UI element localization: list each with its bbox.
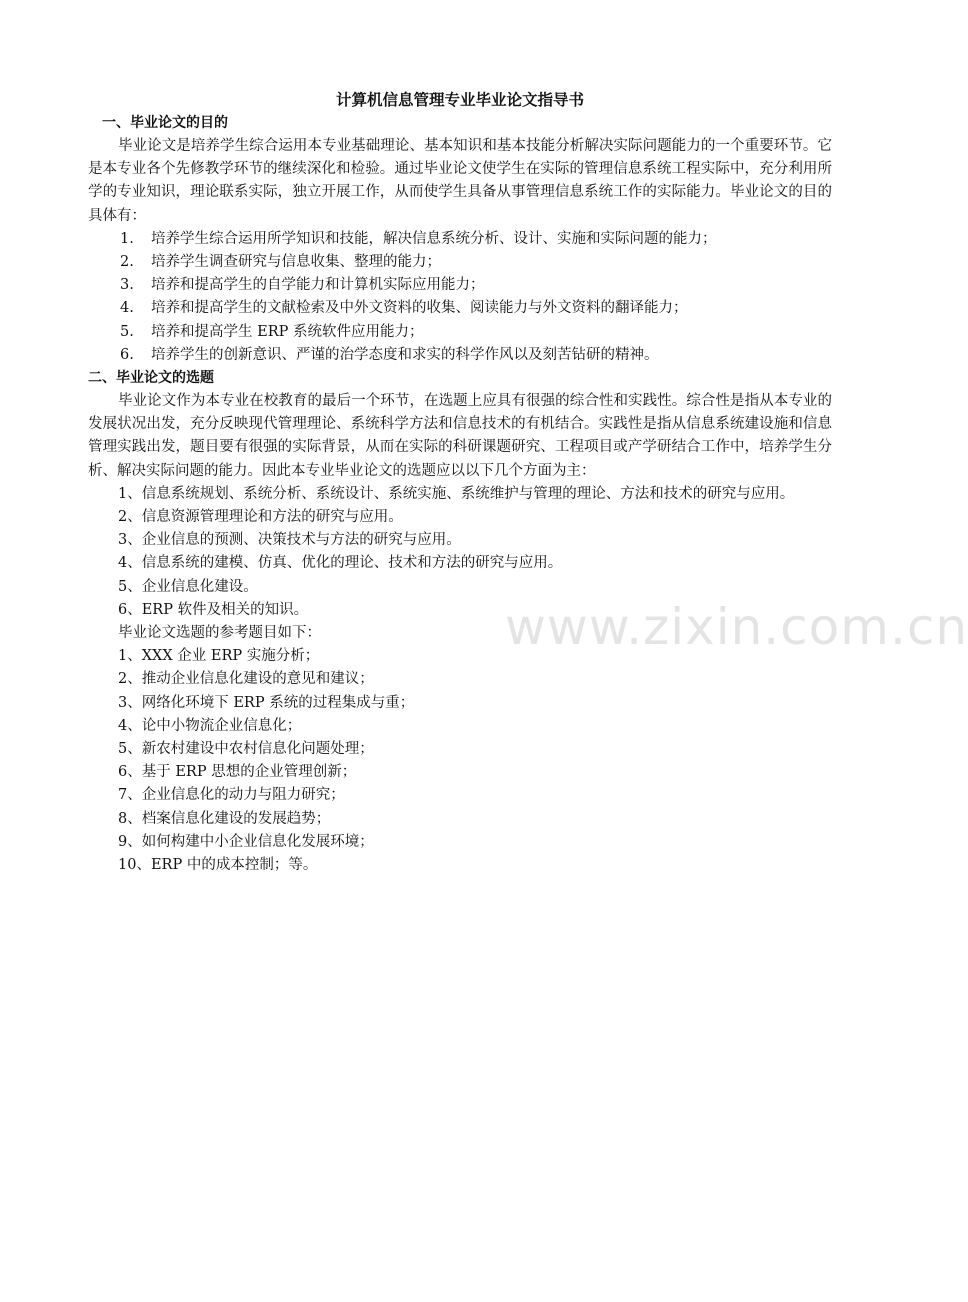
list-item-number: 5. (120, 323, 134, 340)
section2-heading: 二、毕业论文的选题 (88, 370, 214, 387)
document-title: 计算机信息管理专业毕业论文指导书 (335, 91, 584, 109)
topic-area-5: 5、企业信息化建设。 (118, 578, 258, 595)
section1-heading: 一、毕业论文的目的 (102, 115, 228, 131)
list-item (88, 228, 832, 251)
topic-area-6: 6、ERP 软件及相关的知识。 (118, 601, 309, 618)
list-item-number: 4. (120, 300, 134, 317)
list-item (88, 251, 832, 274)
list-item-number: 3. (120, 277, 134, 294)
list-item-number: 1. (120, 230, 134, 247)
reference-topic: 4、论中小物流企业信息化； (118, 717, 302, 734)
topic-area-4: 4、信息系统的建模、仿真、优化的理论、技术和方法的研究与应用。 (118, 555, 563, 572)
watermark: www.zixin.com.cn (505, 598, 968, 656)
section2-intro: 毕业论文作为本专业在校教育的最后一个环节，在选题上应具有很强的综合性和实践性。综合性是指从本专业的发展状况出发，充分反映现代管理理论、系统科学方法和信息技术的有机结合。实践性是指从信息系统建设施和信息管理实践出发，题目要有很强的实际背景，从而在实际的科研课题研究、工程项目或产学研结合工作中，培养学生分析、解决实际问题的能力。因此本专业毕业论文的选题应以以下几个方面为主： (88, 393, 832, 479)
reference-topic: 10、ERP 中的成本控制；等。 (118, 857, 318, 874)
list-item (88, 321, 832, 344)
topic-area-1: 1、信息系统规划、系统分析、系统设计、系统实施、系统维护与管理的理论、方法和技术的研究与应用。 (118, 485, 795, 502)
reference-topic: 8、档案信息化建设的发展趋势； (118, 810, 331, 827)
reference-topic: 2、推动企业信息化建设的意见和建议； (118, 671, 374, 688)
reference-topic: 6、基于 ERP 思想的企业管理创新； (118, 764, 357, 781)
reference-topic: 7、企业信息化的动力与阻力研究； (118, 787, 345, 804)
list-item (88, 274, 832, 297)
list-item-text: 培养学生综合运用所学知识和技能，解决信息系统分析、设计、实施和实际问题的能力； (151, 230, 717, 247)
section1-intro: 毕业论文是培养学生综合运用本专业基础理论、基本知识和基本技能分析解决实际问题能力的一个重要环节。它是本专业各个先修教学环节的继续深化和检验。通过毕业论文使学生在实际的管理信息系统工程实际中，充分利用所学的专业知识，理论联系实际，独立开展工作，从而使学生具备从事管理信息系统工作的实际能力。毕业论文的目的具体有： (88, 138, 832, 224)
list-item-number: 2. (120, 254, 134, 271)
list-item (88, 297, 832, 320)
list-item-text: 培养学生的创新意识、严谨的治学态度和求实的科学作风以及刻苦钻研的精神。 (151, 346, 659, 363)
list-item-text: 培养和提高学生的自学能力和计算机实际应用能力； (151, 277, 485, 294)
list-item-text: 培养和提高学生的文献检索及中外文资料的收集、阅读能力与外文资料的翻译能力； (151, 300, 688, 317)
topic-area-2: 2、信息资源管理理论和方法的研究与应用。 (118, 509, 403, 526)
list-item-text: 培养和提高学生 ERP 系统软件应用能力； (151, 323, 424, 340)
reference-topic: 5、新农村建设中农村信息化问题处理； (118, 741, 374, 758)
reference-topic: 1、XXX 企业 ERP 实施分析； (118, 648, 320, 665)
topics-intro: 毕业论文选题的参考题目如下： (118, 625, 321, 642)
purpose-list (88, 228, 832, 367)
document-page (88, 88, 832, 877)
reference-topic: 3、网络化环境下 ERP 系统的过程集成与重； (118, 694, 415, 711)
list-item (88, 344, 832, 367)
list-item-text: 培养学生调查研究与信息收集、整理的能力； (151, 254, 441, 271)
topic-area-3: 3、企业信息的预测、决策技术与方法的研究与应用。 (118, 532, 461, 549)
list-item-number: 6. (120, 346, 134, 363)
reference-topic: 9、如何构建中小企业信息化发展环境； (118, 833, 374, 850)
